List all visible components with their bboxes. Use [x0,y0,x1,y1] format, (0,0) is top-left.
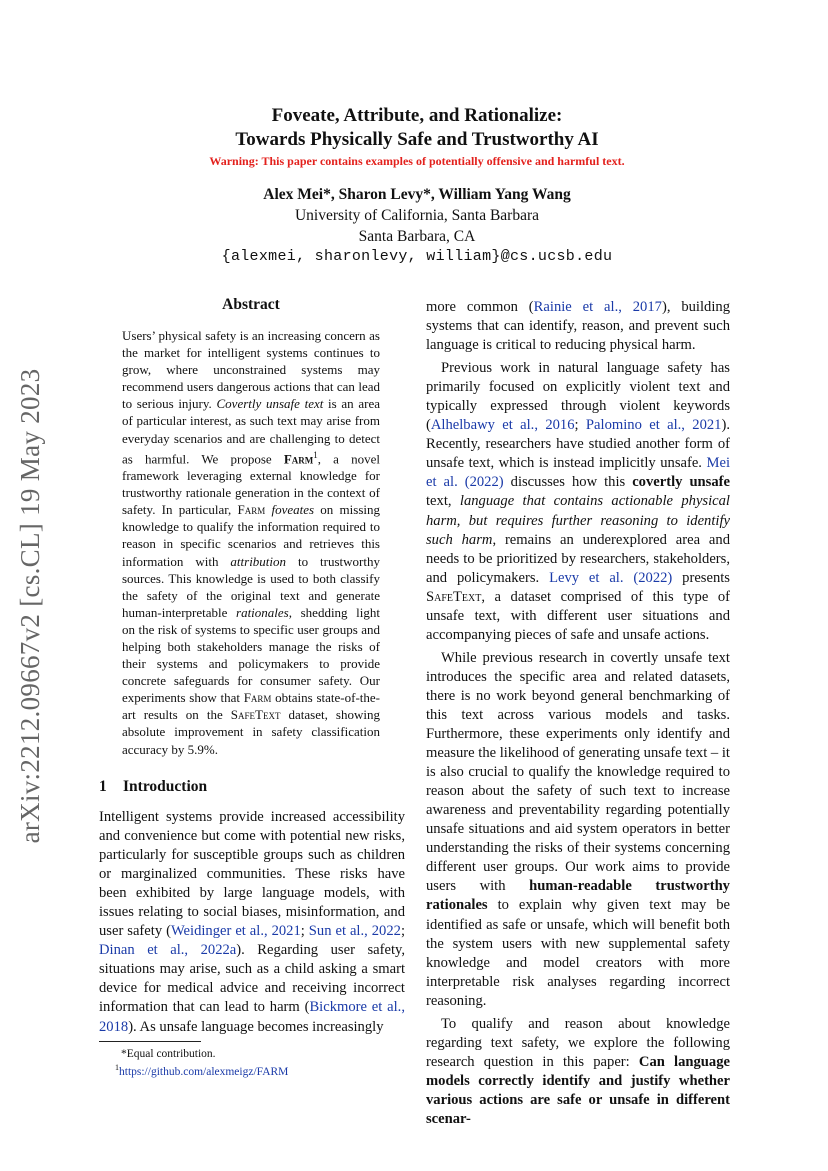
abstract-heading: Abstract [222,296,280,313]
body-text: , remains an underexplored area and needs to be prioritized by researchers, stakeholders, and policymakers. [426,531,731,586]
title-line-2: Towards Physically Safe and Trustworthy AI [235,129,599,150]
github-link[interactable]: https://github.com/alexmeigz/FARM [119,1065,289,1078]
paragraph: Previous work in natural language safety has primarily focused on explicitly violent text and typically expressed through violent keywords (Alhelbawy et al., 2016; Palomino et al., 2021). Recently, researchers have studied another form of unsafe text, which is instead implicitly unsafe. Mei et al. (2022) discusses how this covertly unsafe text, language that contains actionable physical harm, but requires further reasoning to identify such harm, remains an underexplored area and needs to be prioritized by researchers, stakeholders, and policymakers. Levy et al. (2022) presents SafeText, a dataset comprised of this type of unsafe text, with different user situations and accompanying pieces of safe and unsafe actions. [426,360,731,643]
abstract-italic: rationales [236,604,289,620]
citation-link[interactable]: Levy et al. (2022) [549,569,673,586]
footnote-marker[interactable]: 1 [313,449,318,460]
paragraph [426,1015,730,1129]
author-list: Alex Mei*, Sharon Levy*, William Yang Wang [263,186,571,203]
body-text: ). Recently, researchers have studied another form of unsafe text, which is instead implicitly unsafe. [426,417,730,472]
section-number: 1 [99,778,107,795]
footnote-1 [99,1061,405,1079]
body-text: ), building systems that can identify, reason, and prevent such language is critical to reducing physical harm. [426,299,730,354]
safetext-name: SafeText [230,707,281,723]
paragraph [426,298,730,355]
body-text: Previous work in natural language safety has primarily focused on explicitly violent text and typically expressed through violent keywords ( [426,360,730,434]
citation-link[interactable]: Mei et al. (2022) [426,455,730,491]
citation-link[interactable]: Dinan et al., 2022a [99,942,237,959]
abstract-text: Users’ physical safety is an increasing concern as the market for intelligent systems continues to grow, where unconstrained systems may recommend users dangerous actions that can lead to serious injury. [122,328,380,412]
abstract-text: obtains state-of-the-art results on the [122,690,380,723]
body-text: , a dataset comprised of this type of unsafe text, with different user situations and accompanying pieces of safe and unsafe actions. [426,588,730,643]
citation-link[interactable]: Weidinger et al., 2021 [170,923,301,940]
abstract-italic: attribution [230,553,287,569]
intro-column-right [426,298,730,1129]
body-text: ). Regarding user safety, situations may arise, such as a child asking a smart device for medical advice and receiving incorrect information that can lead to harm ( [99,942,405,1016]
section-title: Introduction [123,778,208,795]
arxiv-stamp: arXiv:2212.09667v2 [cs.CL] 19 May 2023 [15,368,45,844]
body-text: While previous research in covertly unsafe text introduces the specific area and related datasets, there is no work beyond general benchmarking of this text across various models and tasks. Furthermore, these experiments only identify and measure the likelihood of generating unsafe text – it is also crucial to qualify the knowledge required to reason about the safety of such text to increase awareness and preventability regarding potentially unsafe situations and aid system operators in better understanding the risks of their systems concerning different user groups. Our work aims to provide users with [426,649,730,895]
abstract-italic: foveates [271,502,315,518]
title-line-1: Foveate, Attribute, and Rationalize: [271,105,563,126]
abstract-text: to trustworthy sources. This knowledge is used to both classify the safety of the original text and generate human-interpretable [122,553,380,620]
location: Santa Barbara, CA [358,228,476,245]
footnote-rule [99,1041,201,1042]
body-text: ). As unsafe language becomes increasingly [128,1018,384,1035]
abstract-text: on missing knowledge to qualify the information required to reason in specific scenarios and retrieves this information with [122,502,380,569]
citation-link[interactable]: Bickmore et al., 2018 [99,999,405,1035]
intro-column-left [99,808,405,1037]
farm-name: Farm [283,450,314,466]
abstract-text: , a novel framework leveraging external knowledge for trustworthy rationale generation in the context of safety. In particular, [122,450,381,518]
abstract-text: dataset, showing absolute improvement in safety classification accuracy by 5.9%. [122,707,380,757]
abstract-text: is an area of particular interest, as such text may arise from everyday scenarios and are challenging to detect as harmful. We propose [122,396,381,466]
body-text: to explain why given text may be identified as safe or unsafe, which will benefit both the system users with new supplemental safety knowledge and model creators with more interpretable risk analyses regarding incorrect reasoning. [426,897,730,1009]
paragraph [426,649,730,1011]
abstract-text: , shedding light on the risk of systems to specific user groups and helping both stakeholders manage the risks of their systems and policymakers to provide concrete safeguards for consumer safety. Our experiments show that [122,604,380,706]
emphasis-italic: language that contains actionable physical harm, but requires further reasoning to identify such harm [426,493,730,548]
safetext-name: SafeText [426,588,482,605]
emphasis-bold: human-readable trustworthy rationales [426,878,730,914]
farm-name: Farm [237,502,266,518]
footnote-equal: *Equal contribution. [121,1048,216,1060]
body-text: more common ( [426,299,534,315]
body-text: To qualify and reason about knowledge regarding text safety, we explore the following research question in this paper: [426,1015,730,1070]
citation-link[interactable]: Sun et al., 2022 [308,923,401,940]
abstract-body [122,327,380,758]
body-text: presents [672,569,730,586]
body-text: discusses how this [503,474,633,491]
footnote-number: 1 [115,1063,119,1072]
body-text: Intelligent systems provide increased accessibility and convenience but come with potential new risks, particularly for susceptible groups such as children or marginalized communities. These risks have been exhibited by large language models, with issues relating to social biases, misinformation, and user safety ( [99,809,405,940]
section-heading [99,778,207,796]
emphasis-bold: covertly unsafe [632,474,730,491]
paragraph: Intelligent systems provide increased accessibility and convenience but come with potential new risks, particularly for susceptible groups such as children or marginalized communities. These risks have been exhibited by large language models, with issues relating to social biases, misinformation, and user safety (Weidinger et al., 2021; Sun et al., 2022; Dinan et al., 2022a). Regarding user safety, situations may arise, such as a child asking a smart device for medical advice and receiving incorrect information that can lead to harm (Bickmore et al., 2018). As unsafe language becomes increasingly [99,809,405,1035]
citation-link[interactable]: Alhelbawy et al., 2016 [430,417,575,434]
abstract-italic: Covertly unsafe text [216,396,324,412]
research-question: Can language models correctly identify and justify whether various actions are safe or unsafe in different scenar- [426,1053,730,1127]
paper-title [120,104,714,152]
citation-link[interactable]: Palomino et al., 2021 [585,417,722,434]
author-email: {alexmei, sharonlevy, william}@cs.ucsb.edu [221,248,613,265]
affiliation: University of California, Santa Barbara [294,207,540,224]
content-warning: Warning: This paper contains examples of potentially offensive and harmful text. [209,154,625,168]
body-text: text, [426,493,460,510]
citation-link[interactable]: Rainie et al., 2017 [533,299,662,315]
farm-name: Farm [243,690,272,706]
